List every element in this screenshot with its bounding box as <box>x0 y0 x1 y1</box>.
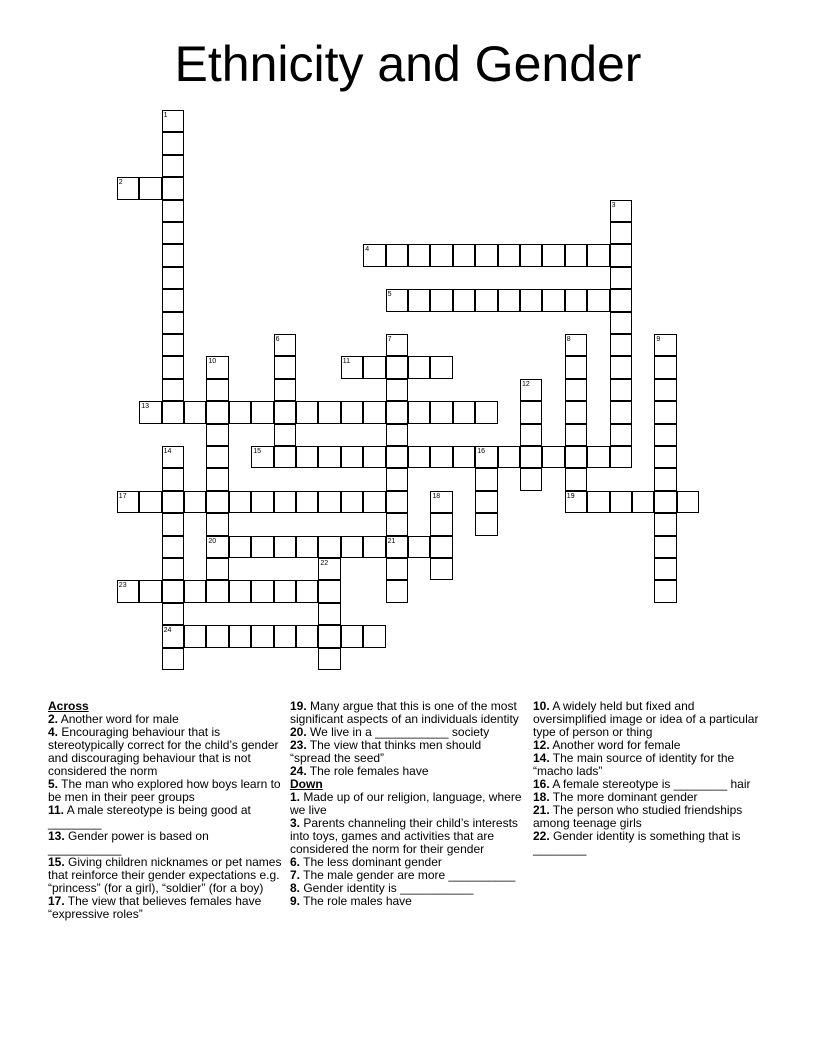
grid-cell[interactable] <box>318 648 340 670</box>
grid-cell[interactable] <box>408 244 430 266</box>
grid-cell[interactable] <box>654 491 676 513</box>
clue-number: 6 <box>275 336 280 343</box>
clue-text: The less dominant gender <box>300 855 442 869</box>
clue-text: Gender identity is something that is ________ <box>533 829 741 856</box>
grid-cell[interactable] <box>162 468 184 490</box>
clue-text: Giving children nicknames or pet names that reinforce their gender expectations e.g. “princess” (for a girl), “soldier” (for a boy) <box>48 855 282 895</box>
grid-cell[interactable] <box>408 446 430 468</box>
grid-cell[interactable] <box>453 289 475 311</box>
grid-cell[interactable] <box>363 625 385 647</box>
clue-number-label: 13. <box>48 829 65 843</box>
grid-cell[interactable] <box>430 558 452 580</box>
grid-cell[interactable] <box>542 244 564 266</box>
grid-cell[interactable] <box>229 625 251 647</box>
grid-cell[interactable] <box>430 536 452 558</box>
clue-number-label: 24. <box>290 764 307 778</box>
grid-cell[interactable] <box>341 401 363 423</box>
across-clue <box>48 830 283 856</box>
clue-number-label: 2. <box>48 712 59 726</box>
grid-cell[interactable] <box>184 580 206 602</box>
grid-cell[interactable] <box>565 379 587 401</box>
grid-cell[interactable] <box>565 446 587 468</box>
grid-cell[interactable] <box>520 401 542 423</box>
clue-number-label: 3. <box>290 816 301 830</box>
grid-cell[interactable] <box>318 446 340 468</box>
grid-cell[interactable] <box>430 401 452 423</box>
grid-cell[interactable] <box>274 424 296 446</box>
clue-text: Made up of our religion, language, where we live <box>290 790 522 817</box>
grid-cell[interactable] <box>229 580 251 602</box>
clue-number: 21 <box>387 537 396 545</box>
across-heading: Across <box>48 699 89 713</box>
clue-number: 17 <box>118 492 127 500</box>
down-heading: Down <box>290 777 323 791</box>
clues-column-1 <box>48 700 283 921</box>
grid-cell[interactable] <box>520 244 542 266</box>
grid-cell[interactable] <box>677 491 699 513</box>
grid-cell[interactable] <box>341 491 363 513</box>
grid-cell[interactable] <box>408 356 430 378</box>
grid-cell[interactable] <box>654 446 676 468</box>
grid-cell[interactable] <box>363 446 385 468</box>
clue-text: A male stereotype is being good at ________ <box>48 803 251 830</box>
clue-number-label: 14. <box>533 751 550 765</box>
clues-column-3 <box>533 700 768 856</box>
grid-cell[interactable] <box>162 312 184 334</box>
clue-text: The role females have <box>306 764 429 778</box>
puzzle-title: Ethnicity and Gender <box>174 36 642 92</box>
clue-number: 19 <box>566 492 575 500</box>
grid-cell[interactable] <box>542 289 564 311</box>
grid-cell[interactable] <box>610 222 632 244</box>
grid-cell[interactable] <box>318 625 340 647</box>
grid-cell[interactable] <box>274 446 296 468</box>
grid-cell[interactable] <box>610 312 632 334</box>
grid-cell[interactable] <box>296 580 318 602</box>
clue-text: A widely held but fixed and oversimplified image or idea of a particular type of person or thing <box>533 699 759 739</box>
grid-cell[interactable] <box>363 536 385 558</box>
grid-cell[interactable] <box>162 222 184 244</box>
grid-cell[interactable] <box>206 401 228 423</box>
clue-text: The role males have <box>300 894 412 908</box>
grid-cell[interactable] <box>520 424 542 446</box>
grid-cell[interactable] <box>475 244 497 266</box>
clue-number: 3 <box>611 201 616 209</box>
clue-number-label: 18. <box>533 790 550 804</box>
across-clue <box>48 726 283 778</box>
across-clues-part-2 <box>290 700 522 778</box>
clue-text: The more dominant gender <box>549 790 698 804</box>
grid-cell[interactable] <box>610 446 632 468</box>
grid-cell[interactable] <box>162 267 184 289</box>
grid-cell[interactable] <box>610 491 632 513</box>
grid-cell[interactable] <box>654 580 676 602</box>
grid-cell[interactable] <box>654 356 676 378</box>
grid-cell[interactable] <box>162 648 184 670</box>
grid-cell[interactable] <box>610 356 632 378</box>
grid-cell[interactable] <box>565 468 587 490</box>
grid-cell[interactable] <box>386 446 408 468</box>
clue-number: 4 <box>365 246 370 254</box>
grid-cell[interactable] <box>229 536 251 558</box>
grid-cell[interactable] <box>162 200 184 222</box>
grid-cell[interactable] <box>162 155 184 177</box>
down-clue <box>290 817 522 856</box>
clue-number-label: 1. <box>290 790 301 804</box>
grid-cell[interactable] <box>475 289 497 311</box>
grid-cell[interactable] <box>363 356 385 378</box>
clue-number: 12 <box>522 380 530 388</box>
grid-cell[interactable] <box>386 424 408 446</box>
grid-cell[interactable] <box>318 603 340 625</box>
grid-cell[interactable] <box>251 625 273 647</box>
clue-number-label: 4. <box>48 725 59 739</box>
grid-cell[interactable] <box>274 401 296 423</box>
grid-cell[interactable] <box>274 536 296 558</box>
grid-cell[interactable] <box>654 468 676 490</box>
grid-cell[interactable] <box>274 625 296 647</box>
grid-cell[interactable] <box>162 356 184 378</box>
clue-number: 8 <box>566 336 571 343</box>
clue-text: The main source of identity for the “macho lads” <box>533 751 735 778</box>
clue-number-label: 7. <box>290 868 301 882</box>
grid-cell[interactable] <box>363 491 385 513</box>
grid-cell[interactable] <box>610 289 632 311</box>
clue-text: Parents channeling their child’s interests into toys, games and activities that are considered the norm for their gender <box>290 816 518 856</box>
clue-number: 20 <box>208 537 217 545</box>
grid-cell[interactable] <box>565 424 587 446</box>
grid-cell[interactable] <box>386 244 408 266</box>
clue-number-label: 9. <box>290 894 301 908</box>
grid-cell[interactable] <box>386 513 408 535</box>
clue-number-label: 20. <box>290 725 307 739</box>
grid-cell[interactable] <box>296 536 318 558</box>
clue-number: 22 <box>320 560 329 567</box>
grid-cell[interactable] <box>430 513 452 535</box>
grid-cell[interactable] <box>162 558 184 580</box>
grid-cell[interactable] <box>542 446 564 468</box>
grid-cell[interactable] <box>206 580 228 602</box>
grid-cell[interactable] <box>498 289 520 311</box>
grid-cell[interactable] <box>475 491 497 513</box>
grid-cell[interactable] <box>587 244 609 266</box>
grid-cell[interactable] <box>162 132 184 154</box>
clue-text: Encouraging behaviour that is stereotypically correct for the child’s gender and discouraging behaviour that is not considered the norm <box>48 725 279 778</box>
grid-cell[interactable] <box>162 536 184 558</box>
grid-cell[interactable] <box>251 491 273 513</box>
grid-cell[interactable] <box>318 491 340 513</box>
clue-text: A female stereotype is ________ hair <box>549 777 751 791</box>
grid-cell[interactable] <box>453 401 475 423</box>
clue-number-label: 22. <box>533 829 550 843</box>
clue-number-label: 6. <box>290 855 301 869</box>
grid-cell[interactable] <box>654 536 676 558</box>
clue-number: 18 <box>432 492 441 500</box>
grid-cell[interactable] <box>318 401 340 423</box>
clue-number: 16 <box>477 448 485 455</box>
clue-text: Another word for male <box>58 712 179 726</box>
grid-cell[interactable] <box>274 580 296 602</box>
clue-number: 24 <box>163 627 172 635</box>
grid-cell[interactable] <box>386 401 408 423</box>
clue-number: 5 <box>387 291 392 299</box>
clue-number: 15 <box>253 448 261 455</box>
grid-cell[interactable] <box>587 289 609 311</box>
grid-cell[interactable] <box>184 401 206 423</box>
across-clue <box>290 739 522 765</box>
grid-cell[interactable] <box>408 289 430 311</box>
down-clue <box>290 791 522 817</box>
clue-text: The view that thinks men should “spread the seed” <box>290 738 482 765</box>
grid-cell[interactable] <box>363 401 385 423</box>
grid-cell[interactable] <box>296 491 318 513</box>
down-clue <box>533 804 768 830</box>
grid-cell[interactable] <box>251 580 273 602</box>
grid-cell[interactable] <box>386 356 408 378</box>
clue-text: We live in a ___________ society <box>306 725 490 739</box>
down-clue <box>533 700 768 739</box>
grid-cell[interactable] <box>184 491 206 513</box>
grid-cell[interactable] <box>162 177 184 199</box>
grid-cell[interactable] <box>565 401 587 423</box>
clue-number: 7 <box>387 336 392 343</box>
grid-cell[interactable] <box>229 491 251 513</box>
grid-cell[interactable] <box>162 603 184 625</box>
grid-cell[interactable] <box>296 446 318 468</box>
grid-cell[interactable] <box>610 334 632 356</box>
grid-cell[interactable] <box>520 468 542 490</box>
grid-cell[interactable] <box>632 491 654 513</box>
grid-cell[interactable] <box>162 580 184 602</box>
grid-cell[interactable] <box>296 625 318 647</box>
grid-cell[interactable] <box>206 513 228 535</box>
grid-cell[interactable] <box>610 424 632 446</box>
clue-number: 9 <box>656 336 661 343</box>
grid-cell[interactable] <box>274 379 296 401</box>
clue-number-label: 5. <box>48 777 59 791</box>
clue-text: Another word for female <box>549 738 681 752</box>
grid-cell[interactable] <box>162 513 184 535</box>
across-clue <box>48 856 283 895</box>
grid-cell[interactable] <box>587 491 609 513</box>
grid-cell[interactable] <box>430 446 452 468</box>
grid-cell[interactable] <box>430 244 452 266</box>
down-clues-part-2 <box>533 700 768 856</box>
grid-cell[interactable] <box>610 244 632 266</box>
grid-cell[interactable] <box>139 177 161 199</box>
grid-cell[interactable] <box>206 491 228 513</box>
grid-cell[interactable] <box>408 536 430 558</box>
grid-cell[interactable] <box>274 356 296 378</box>
clue-number: 14 <box>163 448 172 455</box>
clue-number-label: 10. <box>533 699 550 713</box>
grid-cell[interactable] <box>498 244 520 266</box>
grid-cell[interactable] <box>162 379 184 401</box>
grid-cell[interactable] <box>453 446 475 468</box>
grid-cell[interactable] <box>229 401 251 423</box>
grid-cell[interactable] <box>610 379 632 401</box>
grid-cell[interactable] <box>475 468 497 490</box>
grid-cell[interactable] <box>587 446 609 468</box>
grid-cell[interactable] <box>610 401 632 423</box>
down-clue <box>533 752 768 778</box>
grid-cell[interactable] <box>318 536 340 558</box>
grid-cell[interactable] <box>520 446 542 468</box>
clue-text: Gender identity is ___________ <box>300 881 474 895</box>
clue-number-label: 17. <box>48 894 65 908</box>
grid-cell[interactable] <box>475 513 497 535</box>
clue-number-label: 12. <box>533 738 550 752</box>
clue-number-label: 21. <box>533 803 550 817</box>
grid-cell[interactable] <box>206 625 228 647</box>
clue-number-label: 16. <box>533 777 550 791</box>
grid-cell[interactable] <box>341 446 363 468</box>
grid-cell[interactable] <box>206 379 228 401</box>
grid-cell[interactable] <box>274 491 296 513</box>
down-clue <box>290 895 522 908</box>
across-clue <box>48 895 283 921</box>
clue-number: 2 <box>118 179 123 187</box>
grid-cell[interactable] <box>565 244 587 266</box>
clue-number: 1 <box>163 112 168 119</box>
clue-number: 23 <box>118 582 127 590</box>
grid-cell[interactable] <box>251 401 273 423</box>
grid-cell[interactable] <box>565 289 587 311</box>
clue-number: 11 <box>342 358 351 366</box>
grid-cell[interactable] <box>498 446 520 468</box>
grid-cell[interactable] <box>408 401 430 423</box>
grid-cell[interactable] <box>162 491 184 513</box>
clue-text: The view that believes females have “expressive roles” <box>48 894 262 921</box>
clue-number-label: 15. <box>48 855 65 869</box>
grid-cell[interactable] <box>162 401 184 423</box>
down-clue <box>533 830 768 856</box>
clue-text: The male gender are more __________ <box>300 868 516 882</box>
clue-number-label: 11. <box>48 803 65 817</box>
across-clues-part-1 <box>48 713 283 921</box>
grid-cell[interactable] <box>386 491 408 513</box>
clues-column-2 <box>290 700 522 908</box>
grid-cell[interactable] <box>520 289 542 311</box>
grid-cell[interactable] <box>139 491 161 513</box>
grid-cell[interactable] <box>565 356 587 378</box>
grid-cell[interactable] <box>162 334 184 356</box>
grid-cell[interactable] <box>206 468 228 490</box>
down-clues-part-1 <box>290 791 522 908</box>
grid-cell[interactable] <box>341 625 363 647</box>
clue-text: Many argue that this is one of the most significant aspects of an individuals identity <box>290 699 519 726</box>
grid-cell[interactable] <box>654 558 676 580</box>
grid-cell[interactable] <box>475 401 497 423</box>
clue-number-label: 19. <box>290 699 307 713</box>
grid-cell[interactable] <box>206 558 228 580</box>
clue-text: Gender power is based on ___________ <box>48 829 209 856</box>
grid-cell[interactable] <box>386 558 408 580</box>
grid-cell[interactable] <box>162 289 184 311</box>
grid-cell[interactable] <box>654 379 676 401</box>
grid-cell[interactable] <box>206 446 228 468</box>
grid-cell[interactable] <box>654 513 676 535</box>
grid-cell[interactable] <box>654 424 676 446</box>
grid-cell[interactable] <box>430 289 452 311</box>
grid-cell[interactable] <box>610 267 632 289</box>
grid-cell[interactable] <box>386 468 408 490</box>
grid-cell[interactable] <box>162 244 184 266</box>
across-clue <box>48 778 283 804</box>
across-clue <box>48 804 283 830</box>
grid-cell[interactable] <box>386 379 408 401</box>
clue-number: 13 <box>141 403 149 411</box>
grid-cell[interactable] <box>453 244 475 266</box>
clue-number-label: 8. <box>290 881 301 895</box>
clue-number: 10 <box>208 358 217 366</box>
grid-cell[interactable] <box>206 424 228 446</box>
grid-cell[interactable] <box>430 356 452 378</box>
clue-text: The person who studied friendships among teenage girls <box>533 803 743 830</box>
across-clue <box>290 700 522 726</box>
clue-text: The man who explored how boys learn to be men in their peer groups <box>48 777 281 804</box>
grid-cell[interactable] <box>296 401 318 423</box>
across-clue <box>290 765 522 778</box>
grid-cell[interactable] <box>184 625 206 647</box>
grid-cell[interactable] <box>654 401 676 423</box>
grid-cell[interactable] <box>386 580 408 602</box>
grid-cell[interactable] <box>251 536 273 558</box>
grid-cell[interactable] <box>341 536 363 558</box>
grid-cell[interactable] <box>139 580 161 602</box>
clue-number-label: 23. <box>290 738 307 752</box>
grid-cell[interactable] <box>318 580 340 602</box>
